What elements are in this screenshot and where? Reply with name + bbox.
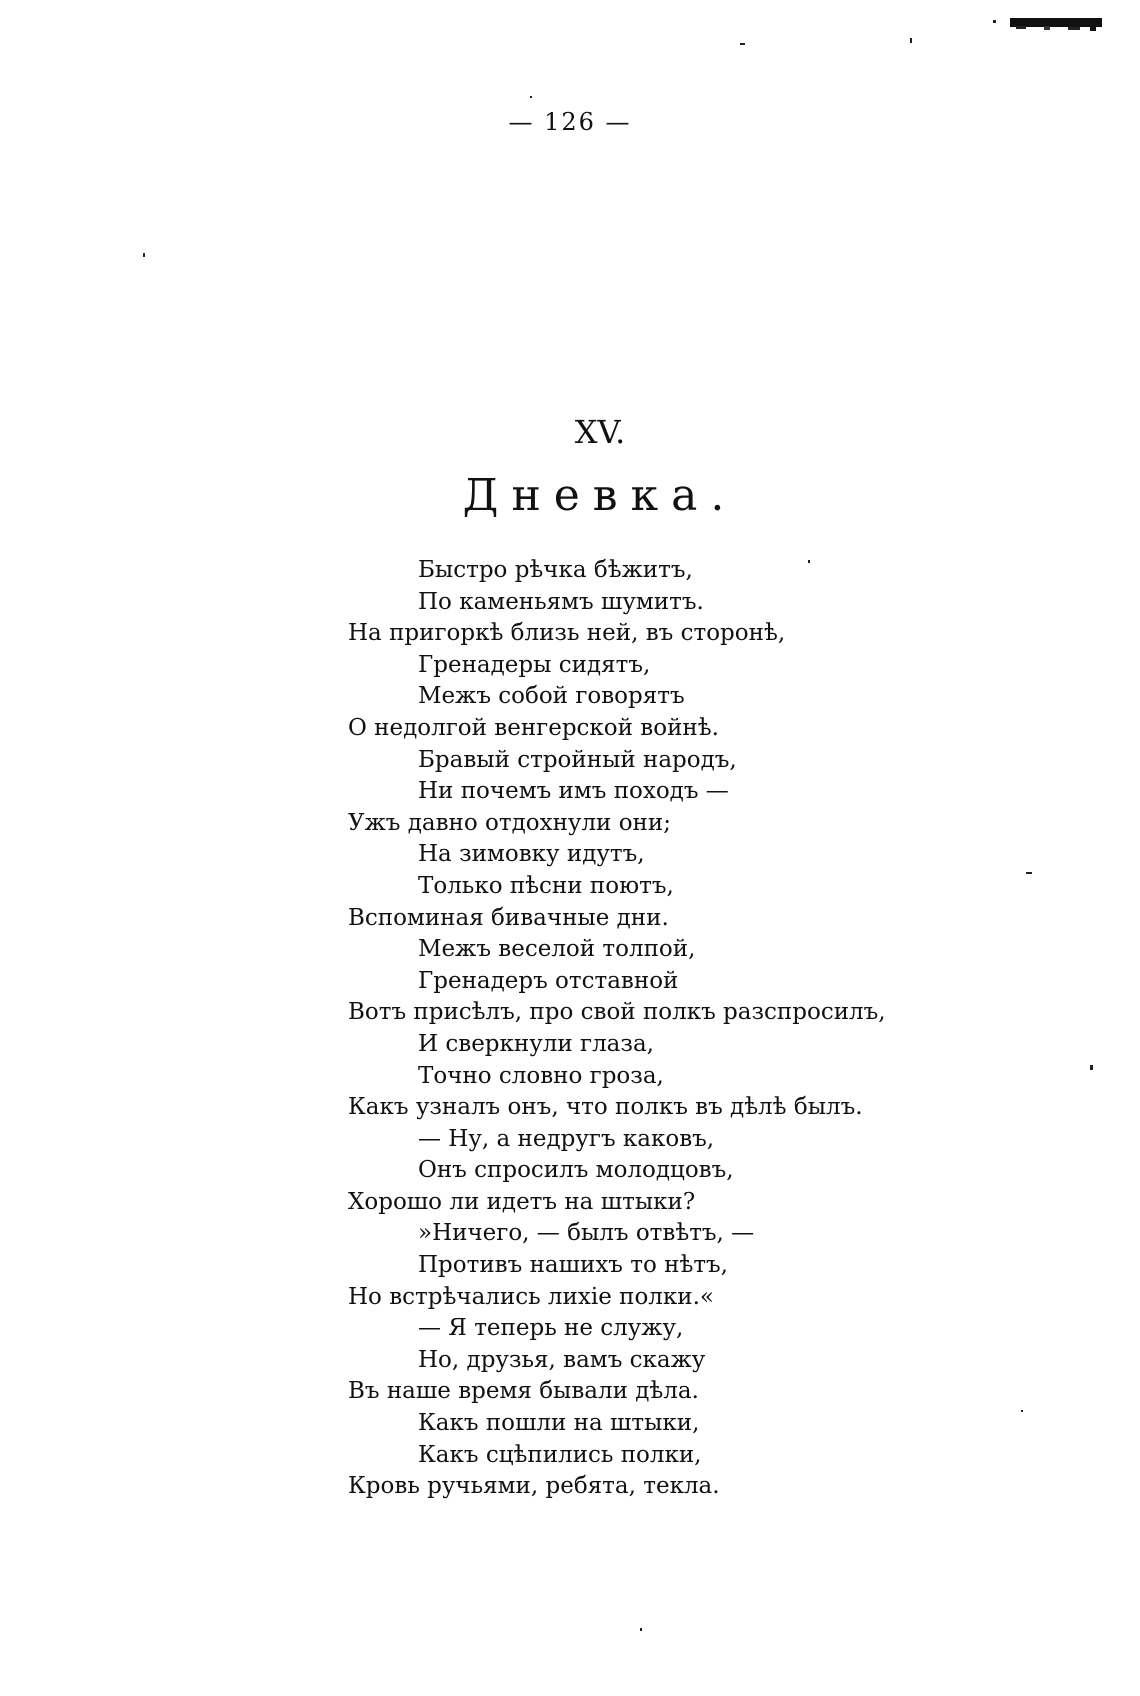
poem-line: Межъ собой говорятъ [418, 683, 685, 710]
poem-line: О недолгой венгерской войнѣ. [348, 714, 719, 741]
poem-line: Бравый стройный народъ, [418, 746, 737, 773]
scan-speck [143, 253, 145, 257]
poem-line: На зимовку идутъ, [418, 841, 645, 868]
poem-line: Кровь ручьями, ребята, текла. [348, 1473, 720, 1500]
scan-speck [640, 1628, 642, 1631]
poem-line: Ни почемъ имъ походъ — [418, 778, 729, 805]
poem-line: Противъ нашихъ то нѣтъ, [418, 1252, 728, 1279]
scan-speck [910, 38, 912, 43]
scan-speck [530, 96, 532, 98]
poem-line: Какъ узналъ онъ, что полкъ въ дѣлѣ былъ. [348, 1094, 863, 1121]
page-number: — 126 — [508, 108, 632, 136]
poem-line: На пригоркѣ близь ней, въ сторонѣ, [348, 620, 786, 647]
poem-line: Онъ спросилъ молодцовъ, [418, 1157, 734, 1184]
poem-line: Въ наше время бывали дѣла. [348, 1378, 699, 1405]
poem-line: По каменьямъ шумитъ. [418, 588, 704, 615]
poem-line: Вспоминая бивачные дни. [348, 904, 669, 931]
poem-line: Гренадеръ отставной [418, 967, 679, 994]
poem-line: — Ну, а недругъ каковъ, [418, 1125, 715, 1152]
chapter-number: XV. [574, 413, 626, 451]
poem-line: Какъ пошли на штыки, [418, 1410, 700, 1437]
poem-line: Но, друзья, вамъ скажу [418, 1346, 706, 1373]
poem-line: Только пѣсни поютъ, [418, 872, 674, 899]
scan-edge-mark [1010, 16, 1102, 32]
scan-speck [1090, 1065, 1093, 1070]
scan-speck [993, 20, 996, 23]
poem-line: Межъ веселой толпой, [418, 936, 696, 963]
poem-line: Гренадеры сидятъ, [418, 651, 651, 678]
poem-line: »Ничего, — былъ отвѣтъ, — [418, 1220, 755, 1247]
poem-line: Но встрѣчались лихіе полки.« [348, 1283, 715, 1310]
scan-speck [740, 43, 745, 45]
poem-line: И сверкнули глаза, [418, 1030, 654, 1057]
poem-line: Быстро рѣчка бѣжитъ, [418, 557, 693, 583]
poem-line: Какъ сцѣпились полки, [418, 1441, 702, 1468]
poem-line: Точно словно гроза, [418, 1062, 664, 1089]
poem-body [348, 555, 1048, 1503]
poem-line: Вотъ присѣлъ, про свой полкъ разспросилъ, [348, 999, 886, 1026]
poem-line: Хорошо ли идетъ на штыки? [348, 1188, 696, 1215]
poem-line: — Я теперь не служу, [418, 1315, 684, 1342]
poem-line: Ужъ давно отдохнули они; [348, 809, 671, 836]
chapter-title: Дневка. [462, 470, 738, 521]
